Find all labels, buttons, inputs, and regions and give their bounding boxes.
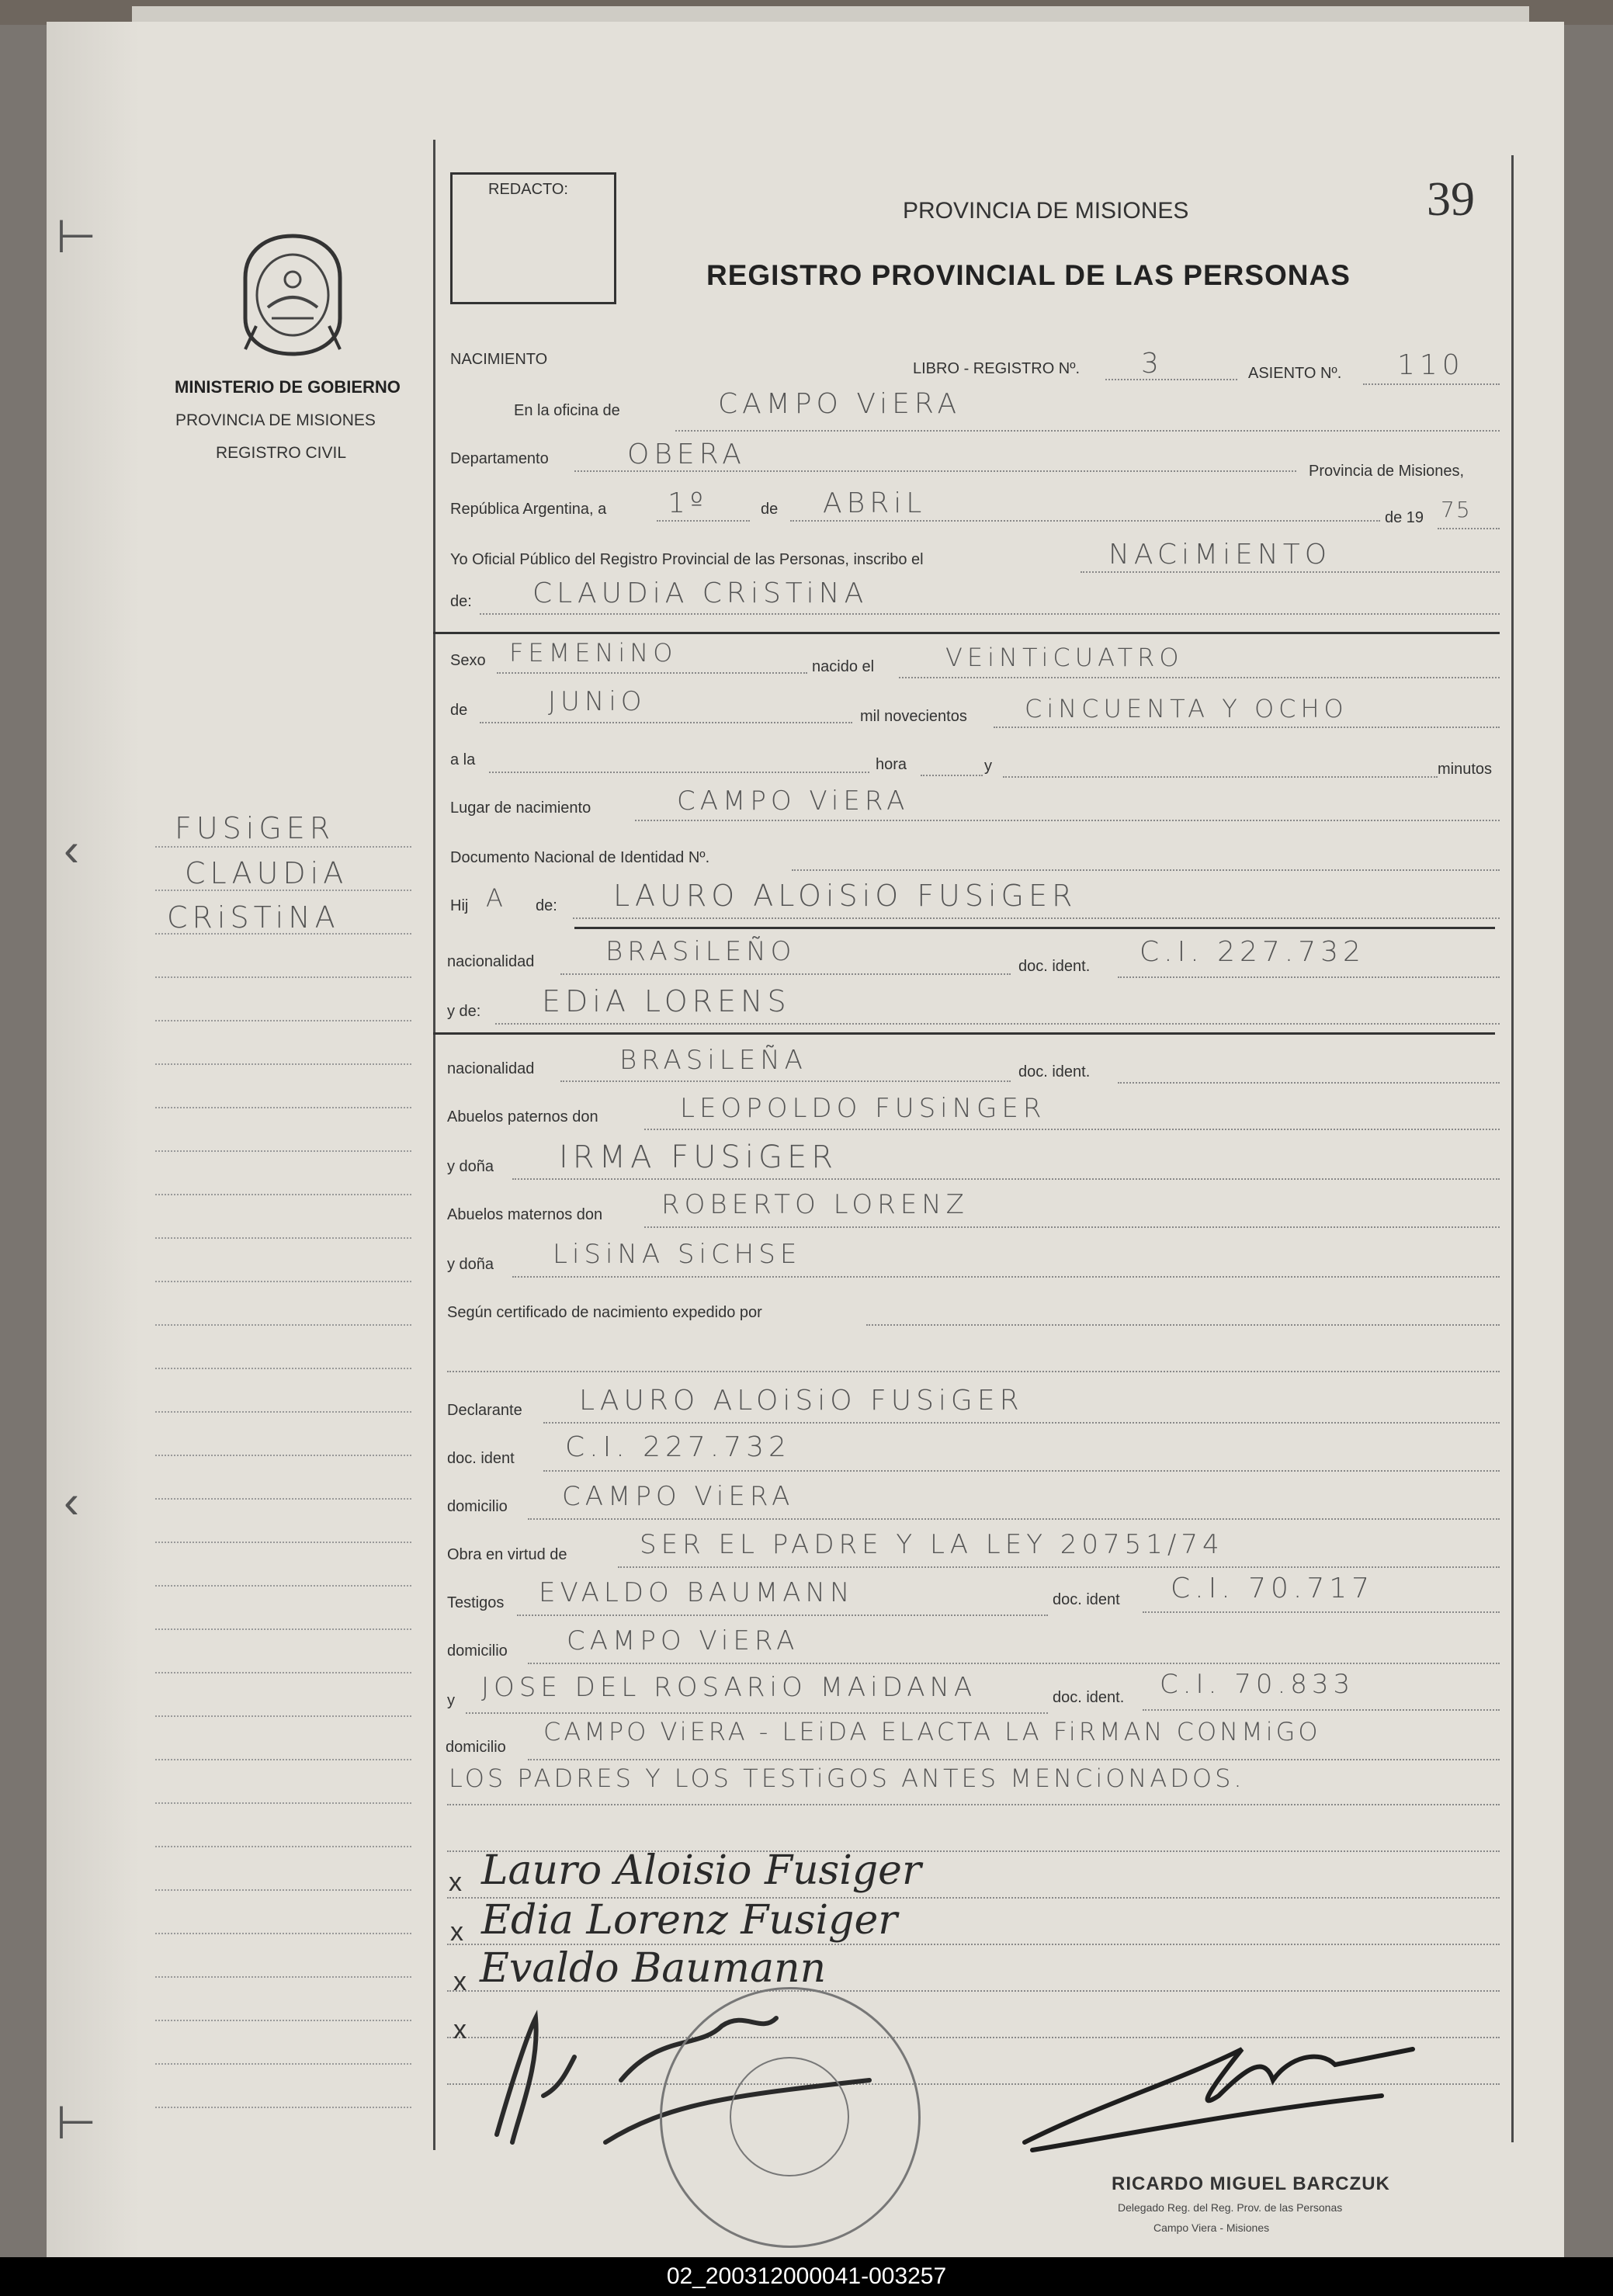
- margin-rule: [155, 1976, 411, 1978]
- margin-rule: [155, 1715, 411, 1717]
- declarante-label: Declarante: [447, 1402, 522, 1419]
- lugar-label: Lugar de nacimiento: [450, 799, 591, 817]
- asiento-label: ASIENTO Nº.: [1248, 365, 1342, 382]
- domicilio2-label: domicilio: [447, 1642, 508, 1660]
- provincia-label: Provincia de Misiones,: [1309, 463, 1465, 480]
- domicilio3-label: domicilio: [446, 1739, 506, 1756]
- doc-ident2-label: doc. ident.: [1018, 1063, 1091, 1080]
- margin-rule: [155, 1585, 411, 1587]
- nacionalidad-label: nacionalidad: [447, 953, 535, 970]
- nacido-value: VEiNTiCUATRO: [945, 643, 1184, 672]
- inscribo-value: NACiMiENTO: [1108, 539, 1332, 571]
- declarante-domicilio-value: CAMPO ViERA: [562, 1481, 795, 1512]
- anio-value: 75: [1441, 497, 1472, 522]
- abuelos-paternos-label: Abuelos paternos don: [447, 1108, 598, 1125]
- ministry-line-1: MINISTERIO DE GOBIERNO: [175, 377, 401, 397]
- margin-rule: [155, 1150, 411, 1152]
- margin-rule: [155, 1368, 411, 1369]
- margin-rule: [155, 2063, 411, 2065]
- oficina-value: CAMPO ViERA: [718, 388, 962, 420]
- margin-rule: [155, 2107, 411, 2108]
- form-left-border: [433, 140, 435, 2150]
- abuelo-materno-value: ROBERTO LORENZ: [661, 1189, 969, 1220]
- signature-mark-x: x: [453, 1967, 467, 1996]
- margin-note-line-1: FUSiGER: [175, 811, 335, 845]
- libro-value: 3: [1141, 348, 1164, 380]
- doc-ident5-label: doc. ident.: [1053, 1689, 1125, 1706]
- testigo2-value: JOSE DEL ROSARiO MAiDANA: [481, 1672, 977, 1703]
- testigo2-doc-value: C.I. 70.833: [1160, 1669, 1355, 1700]
- doc-ident3-label: doc. ident: [447, 1450, 515, 1467]
- binder-ring-mark: ⊢: [56, 210, 97, 262]
- margin-rule: [155, 1889, 411, 1891]
- margin-rule: [155, 1759, 411, 1760]
- margin-rule: [155, 976, 411, 978]
- margin-rule: [155, 1194, 411, 1195]
- ministry-line-2: PROVINCIA DE MISIONES: [175, 411, 376, 429]
- province-heading: PROVINCIA DE MISIONES: [903, 198, 1189, 224]
- de19-label: de 19: [1385, 509, 1424, 526]
- nacimiento-label: NACIMIENTO: [450, 351, 548, 368]
- testigo1-value: EVALDO BAUMANN: [539, 1577, 855, 1608]
- departamento-label: Departamento: [450, 450, 549, 467]
- margin-rule: [155, 1455, 411, 1456]
- y-dona-label: y doña: [447, 1158, 494, 1175]
- nac-mes-value: JUNiO: [548, 686, 647, 717]
- hij-de-label: de:: [536, 897, 557, 914]
- form-right-border: [1511, 155, 1514, 2142]
- de-mes-label: de: [450, 702, 468, 719]
- margin-rule: [155, 1672, 411, 1673]
- ministry-line-3: REGISTRO CIVIL: [216, 444, 347, 462]
- mes-value: ABRiL: [823, 487, 927, 519]
- margin-rule: [155, 1237, 411, 1239]
- binder-ring-mark: ⊢: [56, 2097, 97, 2149]
- redacto-box: [450, 172, 616, 304]
- nacionalidad2-label: nacionalidad: [447, 1060, 535, 1077]
- margin-rule: [155, 1933, 411, 1934]
- signature-father: Lauro Aloisio Fusiger: [481, 1847, 921, 1894]
- mil-label: mil novecientos: [860, 708, 967, 725]
- obra-label: Obra en virtud de: [447, 1546, 567, 1563]
- binder-ring-mark: ‹: [64, 1476, 79, 1528]
- doc-ident-label: doc. ident.: [1018, 958, 1091, 975]
- margin-rule: [155, 1324, 411, 1326]
- de-label: de: [761, 501, 779, 518]
- padre-doc-value: C.I. 227.732: [1140, 936, 1365, 968]
- y-label: y: [984, 758, 992, 775]
- margin-rule: [155, 1542, 411, 1543]
- oficina-label: En la oficina de: [514, 402, 620, 419]
- margin-rule: [155, 2020, 411, 2021]
- y-dona2-label: y doña: [447, 1256, 494, 1273]
- yo-oficial-label: Yo Oficial Público del Registro Provincial de las Personas, inscribo el: [450, 551, 924, 568]
- page-number: 39: [1427, 173, 1475, 226]
- libro-label: LIBRO - REGISTRO Nº.: [913, 360, 1081, 377]
- province-emblem-icon: [241, 233, 345, 357]
- nacido-label: nacido el: [812, 658, 875, 675]
- documento-label: Documento Nacional de Identidad Nº.: [450, 849, 710, 866]
- madre-value: EDiA LORENS: [542, 984, 791, 1018]
- declarante-doc-value: C.I. 227.732: [565, 1431, 791, 1463]
- dia-value: 1º: [668, 487, 708, 519]
- hij-value: A: [486, 883, 508, 913]
- a-la-label: a la: [450, 751, 476, 768]
- margin-rule: [155, 1411, 411, 1413]
- abuelo-paterno-value: LEOPOLDO FUSiNGER: [680, 1093, 1046, 1124]
- abuela-paterna-value: IRMA FUSiGER: [559, 1139, 838, 1175]
- asiento-value: 110: [1397, 349, 1465, 381]
- margin-rule: [155, 1281, 411, 1282]
- closing-line-1: CAMPO ViERA - LEiDA ELACTA LA FiRMAN CONMiGO: [543, 1717, 1321, 1746]
- hij-label: Hij: [450, 897, 469, 914]
- registry-seal-inner: [730, 2057, 849, 2176]
- republica-label: República Argentina, a: [450, 501, 607, 518]
- margin-rule: [155, 846, 411, 848]
- domicilio-label: domicilio: [447, 1498, 508, 1515]
- margin-rule: [155, 1020, 411, 1021]
- sexo-value: FEMENiNO: [509, 638, 678, 668]
- margin-rule: [155, 1846, 411, 1847]
- signature-witness: Evaldo Baumann: [480, 1945, 827, 1992]
- madre-nacionalidad-value: BRASiLEÑA: [619, 1045, 807, 1076]
- redacto-label: REDACTO:: [488, 181, 568, 198]
- nombre-value: CLAUDiA CRiSTiNA: [532, 577, 869, 609]
- obra-value: SER EL PADRE Y LA LEY 20751/74: [640, 1529, 1224, 1560]
- official-signature-scribble: [1009, 2018, 1428, 2158]
- y-de-label: y de:: [447, 1003, 481, 1020]
- declarante-value: LAURO ALOiSiO FUSiGER: [579, 1385, 1024, 1417]
- official-stamp-name: RICARDO MIGUEL BARCZUK: [1112, 2173, 1390, 2194]
- padre-value: LAURO ALOiSiO FUSiGER: [613, 879, 1077, 913]
- segun-label: Según certificado de nacimiento expedido por: [447, 1304, 762, 1321]
- margin-note-line-2: CLAUDiA: [185, 856, 349, 890]
- nac-anio-value: CiNCUENTA Y OCHO: [1025, 694, 1348, 723]
- doc-ident4-label: doc. ident: [1053, 1591, 1120, 1608]
- signature-mark-x: x: [450, 1917, 463, 1947]
- signature-mother: Edia Lorenz Fusiger: [481, 1897, 898, 1944]
- margin-rule: [155, 1628, 411, 1630]
- margin-rule: [155, 1107, 411, 1108]
- margin-note-line-3: CRiSTiNA: [167, 900, 340, 935]
- closing-line-2: LOS PADRES Y LOS TESTiGOS ANTES MENCiONADOS.: [449, 1764, 1245, 1793]
- de-nombre-label: de:: [450, 593, 472, 610]
- departamento-value: OBERA: [627, 439, 746, 470]
- binder-spine-shadow: [47, 22, 140, 2257]
- file-id-footer: 02_200312000041-003257: [0, 2257, 1613, 2296]
- registry-title: REGISTRO PROVINCIAL DE LAS PERSONAS: [706, 259, 1351, 291]
- margin-rule: [155, 1802, 411, 1804]
- official-stamp-place: Campo Viera - Misiones: [1153, 2221, 1270, 2234]
- hora-label: hora: [876, 756, 907, 773]
- sexo-label: Sexo: [450, 652, 486, 669]
- testigo1-domicilio-value: CAMPO ViERA: [567, 1625, 800, 1656]
- testigos-label: Testigos: [447, 1594, 505, 1611]
- testigo1-doc-value: C.I. 70.717: [1171, 1573, 1375, 1604]
- abuelos-maternos-label: Abuelos maternos don: [447, 1206, 603, 1223]
- abuela-materna-value: LiSiNA SiCHSE: [553, 1239, 802, 1270]
- signature-mark-x: x: [453, 2015, 467, 2045]
- y2-label: y: [447, 1692, 455, 1709]
- minutos-label: minutos: [1438, 761, 1493, 778]
- margin-rule: [155, 1498, 411, 1500]
- lugar-value: CAMPO ViERA: [677, 786, 910, 817]
- binder-ring-mark: ‹: [64, 824, 79, 876]
- signature-mark-x: x: [449, 1868, 462, 1897]
- official-stamp-title: Delegado Reg. del Reg. Prov. de las Personas: [1118, 2201, 1343, 2214]
- padre-nacionalidad-value: BRASiLEÑO: [605, 936, 796, 967]
- margin-rule: [155, 1063, 411, 1065]
